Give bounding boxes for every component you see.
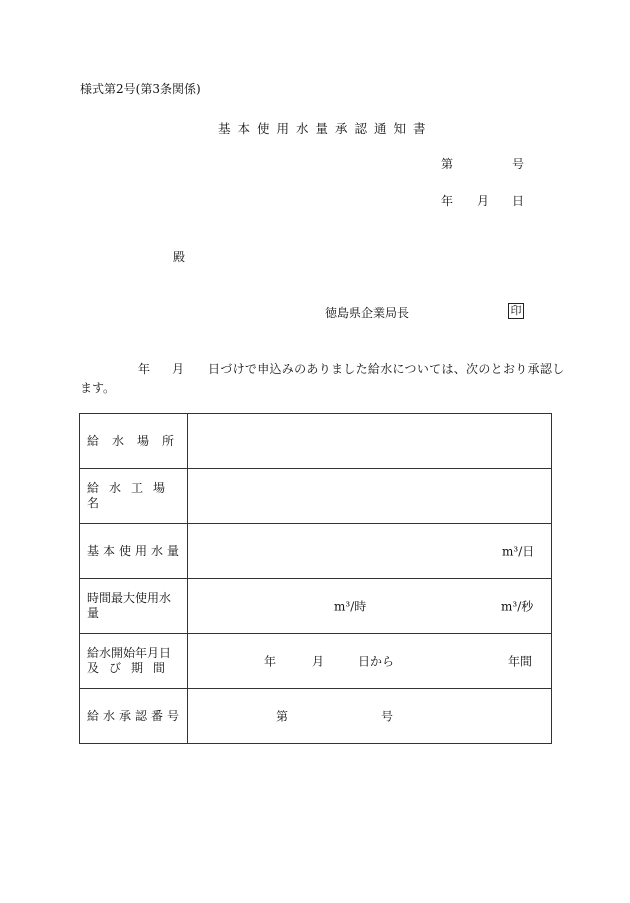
date-year-label: 年 — [441, 194, 454, 208]
body-month-label: 月 — [172, 362, 185, 376]
approval-number-prefix: 第 — [276, 709, 289, 724]
label-approval-number: 給水承認番号 — [80, 689, 188, 744]
value-water-supply-location — [188, 414, 552, 469]
value-max-hourly-usage — [188, 579, 552, 634]
document-title: 基本使用水量承認通知書 — [218, 121, 433, 136]
label-basic-water-usage: 基本使用水量 — [80, 524, 188, 579]
label-line: 量 — [87, 606, 100, 620]
value-factory-name — [188, 469, 552, 524]
body-year-label: 年 — [138, 362, 151, 376]
notice-number-suffix: 号 — [512, 157, 525, 171]
label-factory-name: 給水工場名 — [80, 469, 188, 524]
seal-mark: 印 — [508, 303, 524, 319]
value-approval-number — [188, 689, 552, 744]
unit-cubic-meter-per-hour: m³/時 — [334, 599, 367, 614]
date-month-label: 月 — [477, 194, 490, 208]
period-years-label: 年間 — [508, 654, 533, 669]
label-start-date-and-period — [80, 634, 188, 689]
value-basic-water-usage — [188, 524, 552, 579]
start-day-label: 日から — [358, 654, 395, 669]
body-text-line2: ます。 — [80, 381, 116, 395]
table-row — [80, 524, 552, 579]
table-row — [80, 689, 552, 744]
body-text-line1: 日づけで申込みのありました給水については、次のとおり承認し — [208, 362, 565, 376]
issuer-name: 徳島県企業局長 — [325, 306, 410, 320]
table-row — [80, 469, 552, 524]
date-day-label: 日 — [512, 194, 525, 208]
table-row — [80, 634, 552, 689]
label-water-supply-location: 給水場所 — [80, 414, 188, 469]
start-year-label: 年 — [264, 654, 277, 669]
notice-number-prefix: 第 — [441, 157, 454, 171]
approval-number-suffix: 号 — [381, 709, 394, 724]
form-number-label: 様式第2号(第3条関係) — [80, 82, 201, 96]
label-line: 給水開始年月日 — [87, 646, 172, 660]
unit-cubic-meter-per-second: m³/秒 — [501, 599, 534, 614]
table-row — [80, 414, 552, 469]
approval-details-table — [79, 413, 552, 744]
addressee-honorific: 殿 — [173, 250, 186, 264]
label-line: 時間最大使用水 — [87, 591, 172, 605]
value-start-date-and-period — [188, 634, 552, 689]
unit-cubic-meter-per-day: m³/日 — [502, 544, 535, 559]
table-row — [80, 579, 552, 634]
label-max-hourly-usage — [80, 579, 188, 634]
start-month-label: 月 — [312, 654, 325, 669]
label-line: 及び期間 — [87, 661, 176, 675]
